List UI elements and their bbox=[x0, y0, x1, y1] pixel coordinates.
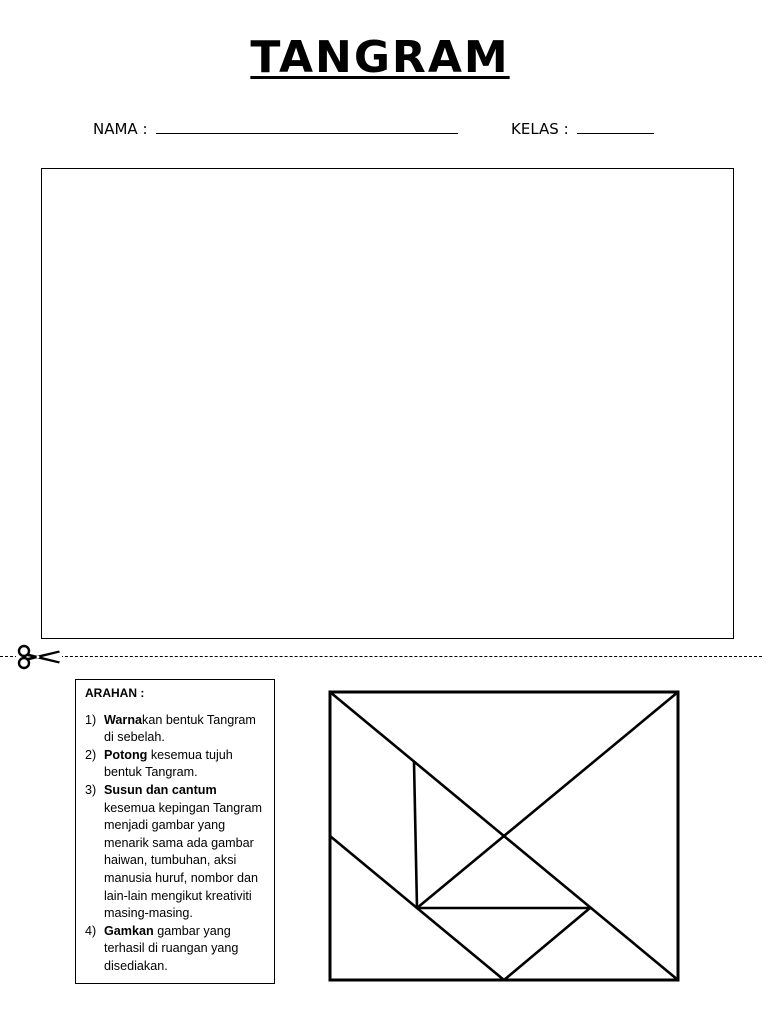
drawing-area[interactable] bbox=[41, 168, 734, 639]
class-blank-line[interactable] bbox=[577, 119, 654, 134]
instruction-item bbox=[85, 747, 264, 782]
tangram-diagram bbox=[328, 690, 680, 982]
instructions-list bbox=[85, 712, 264, 976]
instruction-text: gambar yang terhasil di ruangan yang disediakan. bbox=[104, 923, 239, 973]
cut-dashed-line bbox=[0, 656, 762, 657]
instruction-item bbox=[85, 923, 264, 976]
instruction-number: 4) bbox=[85, 923, 97, 938]
instruction-item bbox=[85, 712, 264, 747]
worksheet-title bbox=[0, 32, 760, 83]
class-field bbox=[511, 119, 654, 138]
tangram-edge bbox=[504, 908, 590, 980]
instruction-text: kesemua kepingan Tangram menjadi gambar yang menarik sama ada gambar haiwan, tumbuhan, aksi manusia huruf, nombor dan lain-lain mengikut kreativiti masing-masing. bbox=[104, 800, 262, 921]
instruction-keyword: Warna bbox=[104, 712, 143, 727]
instruction-item bbox=[85, 782, 264, 923]
instruction-keyword: Potong bbox=[104, 747, 148, 762]
tangram-edge bbox=[414, 762, 417, 908]
instruction-text: kesemua tujuh bentuk Tangram. bbox=[104, 747, 233, 780]
scissors-icon bbox=[16, 644, 62, 670]
instruction-number: 3) bbox=[85, 782, 97, 797]
instruction-number: 2) bbox=[85, 747, 97, 762]
name-field bbox=[93, 119, 458, 138]
name-blank-line[interactable] bbox=[156, 119, 458, 134]
instruction-text: kan bentuk Tangram di sebelah. bbox=[104, 712, 256, 745]
instruction-number: 1) bbox=[85, 712, 97, 727]
title-text: TANGRAM bbox=[250, 32, 510, 83]
instruction-keyword: Gamkan bbox=[104, 923, 154, 938]
instructions-box bbox=[75, 679, 275, 984]
instruction-keyword: Susun dan cantum bbox=[104, 782, 217, 797]
name-label: NAMA : bbox=[93, 120, 148, 138]
class-label: KELAS : bbox=[511, 120, 569, 138]
instructions-heading: ARAHAN : bbox=[85, 686, 145, 700]
tangram-edge bbox=[417, 692, 678, 908]
